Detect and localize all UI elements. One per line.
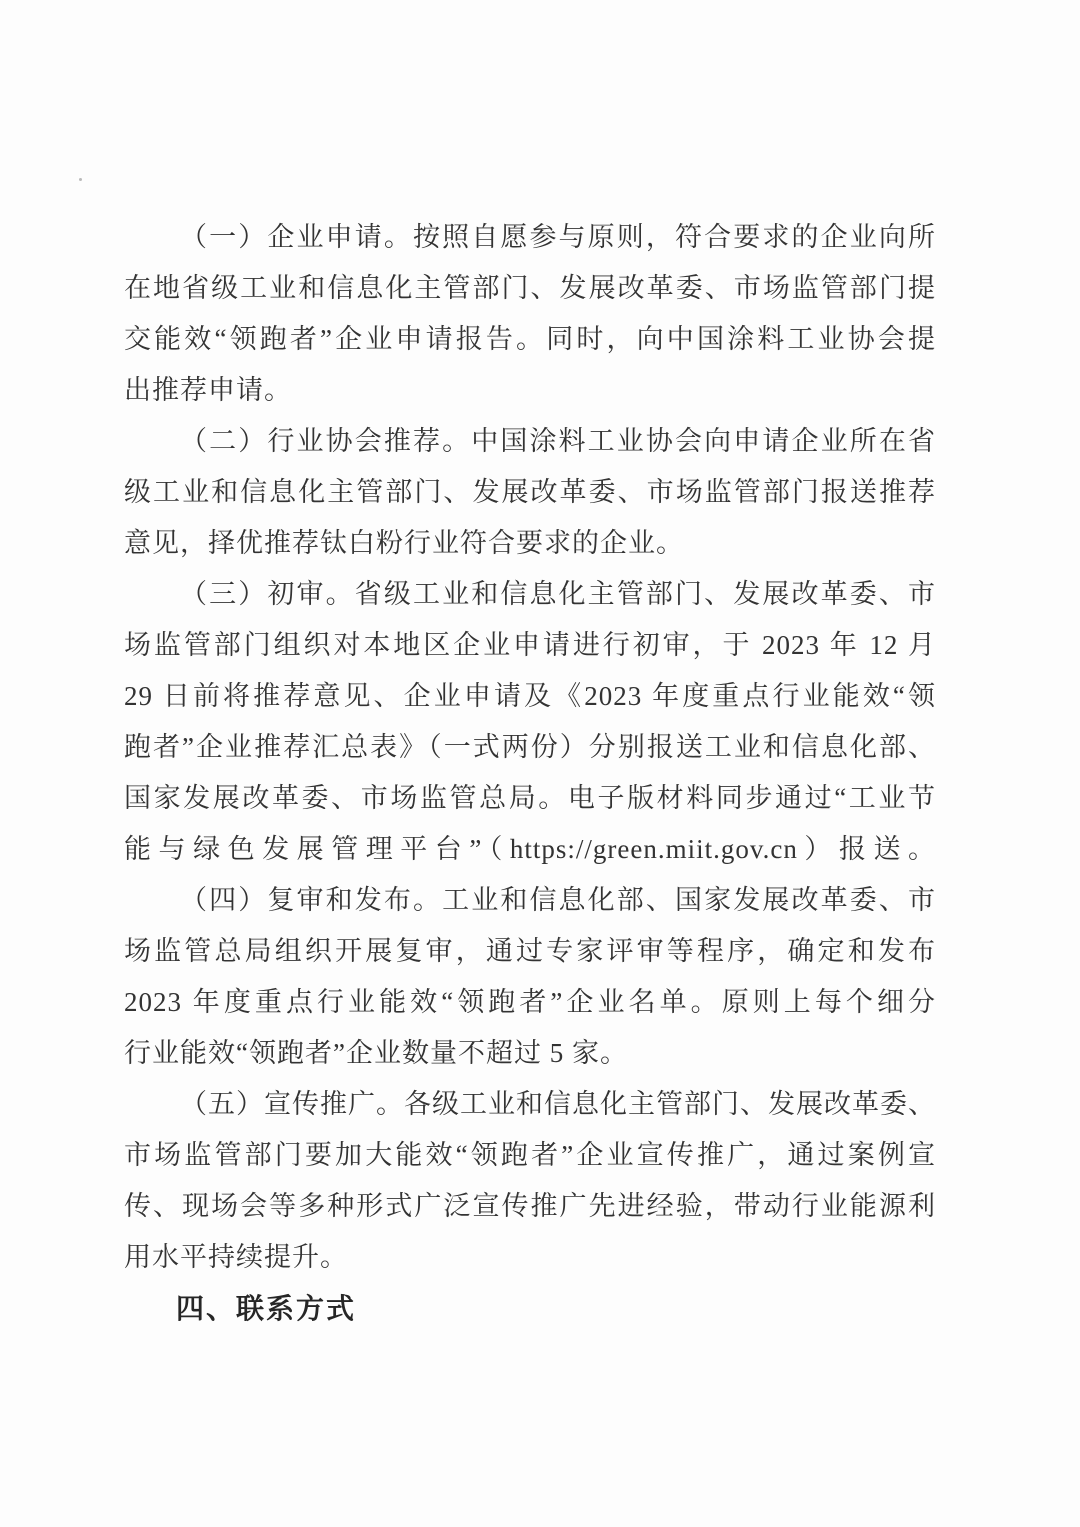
paragraph-item-2-association-recommendation	[124, 416, 936, 569]
text-line: 场监管部门组织对本地区企业申请进行初审，于 2023 年 12 月	[124, 630, 936, 660]
text-line: 行业能效“领跑者”企业数量不超过 5 家。	[124, 1038, 628, 1068]
paragraph-item-5-publicity-promotion	[124, 1079, 936, 1283]
scan-artifact-dot	[79, 178, 82, 181]
text-line: （二）行业协会推荐。中国涂料工业协会向申请企业所在省	[180, 426, 936, 456]
text-line: 29 日前将推荐意见、企业申请及《2023 年度重点行业能效“领	[124, 681, 936, 711]
text-line: （三）初审。省级工业和信息化主管部门、发展改革委、市	[180, 579, 936, 609]
text-line: 传、现场会等多种形式广泛宣传推广先进经验，带动行业能源利	[124, 1191, 936, 1221]
text-line: （五）宣传推广。各级工业和信息化主管部门、发展改革委、	[180, 1089, 936, 1119]
text-line: （四）复审和发布。工业和信息化部、国家发展改革委、市	[180, 885, 936, 915]
text-line: 用水平持续提升。	[124, 1242, 348, 1272]
text-line: 交能效“领跑者”企业申请报告。同时，向中国涂料工业协会提	[124, 324, 936, 354]
text-line: 国家发展改革委、市场监管总局。电子版材料同步通过“工业节	[124, 783, 936, 813]
text-line: 级工业和信息化主管部门、发展改革委、市场监管部门报送推荐	[124, 477, 936, 507]
text-line: 2023 年度重点行业能效“领跑者”企业名单。原则上每个细分	[124, 987, 936, 1017]
text-line: 场监管总局组织开展复审，通过专家评审等程序，确定和发布	[124, 936, 936, 966]
section-heading-contact-info: 四、联系方式	[176, 1293, 357, 1324]
paragraph-item-3-preliminary-review	[124, 569, 936, 875]
text-line: （一）企业申请。按照自愿参与原则，符合要求的企业向所	[180, 222, 936, 252]
document-text-block	[124, 212, 936, 1334]
paragraph-list	[124, 212, 936, 1283]
paragraph-item-4-final-review-and-release	[124, 875, 936, 1079]
text-line: 意见，择优推荐钛白粉行业符合要求的企业。	[124, 528, 684, 558]
text-line: 能与绿色发展管理平台”（https://green.miit.gov.cn）报送。	[124, 834, 936, 864]
text-line: 出推荐申请。	[124, 375, 292, 405]
text-line: 跑者”企业推荐汇总表》（一式两份）分别报送工业和信息化部、	[124, 732, 936, 762]
text-line: 市场监管部门要加大能效“领跑者”企业宣传推广，通过案例宣	[124, 1140, 936, 1170]
text-line: 在地省级工业和信息化主管部门、发展改革委、市场监管部门提	[124, 273, 936, 303]
paragraph-item-1-enterprise-application	[124, 212, 936, 416]
